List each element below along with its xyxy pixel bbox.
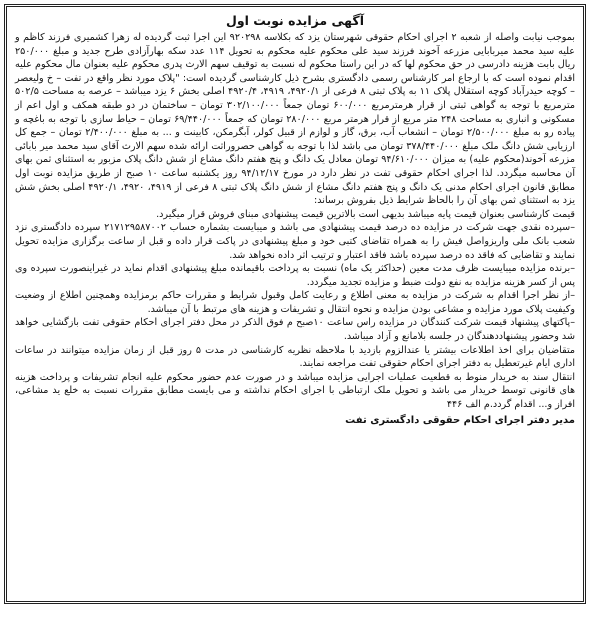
notice-paragraph-envelopes: –پاکتهای پیشنهاد قیمت شرکت کنندگان در مزایده راس ساعت ۱۰صبح م فوق الذکر در محل دفتر اجرای احکام حقوقی تفت بازگشایی خواهد شد وحضور پیشنهاددهندگان در جلسه بلامانع و آزاد میباشد. — [15, 317, 576, 343]
notice-paragraph-winner-payment: –برنده مزایده میبایست ظرف مدت معین (حداکثر یک ماه) نسبت به پرداخت باقیمانده مبلغ پیشنهادی اقدام نماید در غیراینصورت سپرده وی پس از کسر هزینه مزایده به نفع دولت ضبط و مزایده تجدید میگردد. — [15, 263, 575, 288]
notice-title: آگهی مزایده نوبت اول — [226, 13, 364, 28]
notice-paragraph-terms: –از نظر اجرا اقدام به شرکت در مزایده به معنی اطلاع و رعایت کامل وقبول شرایط و مقررات حاکم برمزایده وهمچنین اطلاع از وضعیت وکیفیت پلاک مورد مزایده و مشاعی بودن مزایده و نحوه انتقال و تشریفات و هزینه های مرتبط با آن میباشد. — [15, 290, 575, 315]
notice-signature: مدیر دفتر اجرای احکام حقوقی دادگستری تفت — [345, 414, 575, 426]
notice-paragraph-deposit: –سپرده نقدی جهت شرکت در مزایده ده درصد قیمت پیشنهادی می باشد و میبایست بشماره حساب ۲۱۷۱۲۹۵۸۷۰۰۲ سپرده دادگستری نزد شعب بانک ملی واریزواصل فیش را به همراه تقاضای کتبی خود و مبلغ پیشنهادی در پاکت قرار داده و قبل از ساعت برگزاری مزایده تحویل نمایند و تقاضایی که فاقد ده درصد سپرده باشد فاقد اعتبار و ترتیب اثر داده نخواهد شد. — [15, 222, 575, 261]
notice-paragraph-inquiries: متقاضیان برای اخذ اطلاعات بیشتر یا عندالزوم بازدید با ملاحظه نظریه کارشناسی در مدت ۵ روز قبل از زمان مزایده میتوانند در ساعات اداری ایام غیرتعطیل به دفتر اجرای احکام حقوقی تفت مراجعه نمایند. — [15, 344, 575, 370]
notice-body — [15, 31, 575, 412]
notice-paragraph-base-price: قیمت کارشناسی بعنوان قیمت پایه میباشد بدیهی است بالاترین قیمت پیشنهادی مبنای فروش قرار میگیرد. — [156, 208, 575, 220]
notice-paragraph-transfer: انتقال سند به خریدار منوط به قطعیت عملیات اجرایی مزایده میباشد و در صورت عدم حضور محکوم علیه انجام تشریفات و پرداخت هزینه های قانونی توسط خریدار می باشد و تحویل ملک ارتباطی با اجرای احکام نداشته و می بایست مطابق مقررات نسبت به خلع ید مشاعی، افراز و... اقدام گردد.م الف ۴۴۶ — [15, 371, 575, 411]
auction-notice — [4, 4, 586, 604]
notice-paragraph-intro: بموجب نیابت واصله از شعبه ۲ اجرای احکام حقوقی شهرستان یزد که بکلاسه ۹۲۰۲۹۸ این اجرا ثبت گردیده له زهرا کشمیری فرزند کاظم و علیه سید محمد میربابایی مزرعه آخوند فرزند سید علی محکوم علیه محکوم به تحویل ۱۱۴ عدد سکه بهارآزادی طرح جدید و مبلغ ۲۵۰/۰۰۰ ریال بابت هزینه دادرسی در حق محکوم لها که در این راستا محکوم له نسبت به توقیف سهم الارث پدری محکوم علیه بعنوان مال محکوم علیه اقدام نموده است که با ارجاع امر کارشناس رسمی دادگستری بشرح ذیل کارشناسی گردیده است: "پلاک مورد نظر واقع در تفت – خ ولیعصر – کوچه حیدرآباد کوچه استقلال پلاک ۱۱ به پلاک ثبتی ۸ فرعی از ۴۹۲۰/۱، ۴۹۱۹، ۴۹۲۰/۴ اصلی بخش ۶ یزد میباشد – عرصه به مساحت ۵۰۲/۵ مترمربع با توجه به گواهی ثبتی از قرار هرمترمربع ۶۰۰/۰۰۰ تومان جمعاً ۳۰۲/۱۰۰/۰۰۰ تومان – ساختمان در دو طبقه همکف و اول اعم از مسکونی و انباری به مساحت ۲۴۸ متر مربع از قرار هرمتر مربع ۲۸۰/۰۰۰ تومان که جمعاً ۶۹/۴۴۰/۰۰۰ تومان – حیاط سازی با توجه به باغچه و پیاده رو به مبلغ ۲/۵۰۰/۰۰۰ تومان – انشعاب آب، برق، گاز و لوازم از قبیل کولر، آبگرمکن، کابینت و ... به مبلغ ۲/۴۰۰/۰۰۰ تومان – جمع کل ارزیابی شش دانگ ملک مبلغ ۳۷۸/۴۴۰/۰۰۰ تومان می باشد لذا با توجه به گواهی حصروراثت ارائه شده سهم الارث آقای سید محمد میر بابائی مزرعه آخوند(محکوم علیه) به میزان ۹۴/۶۱۰/۰۰۰ تومان معادل یک دانگ و پنج هفتم دانگ مشاع از شش دانگ پلاک مزبور به استثنای ثمن بهای آن محاسبه میگردد. لذا اجرای احکام حقوقی تفت در نظر دارد در مورخ ۹۴/۱۲/۱۷ روز یکشنبه ساعت ۱۰ صبح از طریق مزایده نوبت اول مطابق قانون اجرای احکام مدنی یک دانگ و پنج هفتم دانگ مشاع از شش دانگ پلاک ثبتی ۸ فرعی از ۴۹۱۹، ۴۹۲۰، ۴۹۲۰/۱ اصلی بخش شش یزد به استثنای ثمن بهای آن را بالحاظ شرایط ذیل بفروش برساند: — [15, 32, 576, 207]
